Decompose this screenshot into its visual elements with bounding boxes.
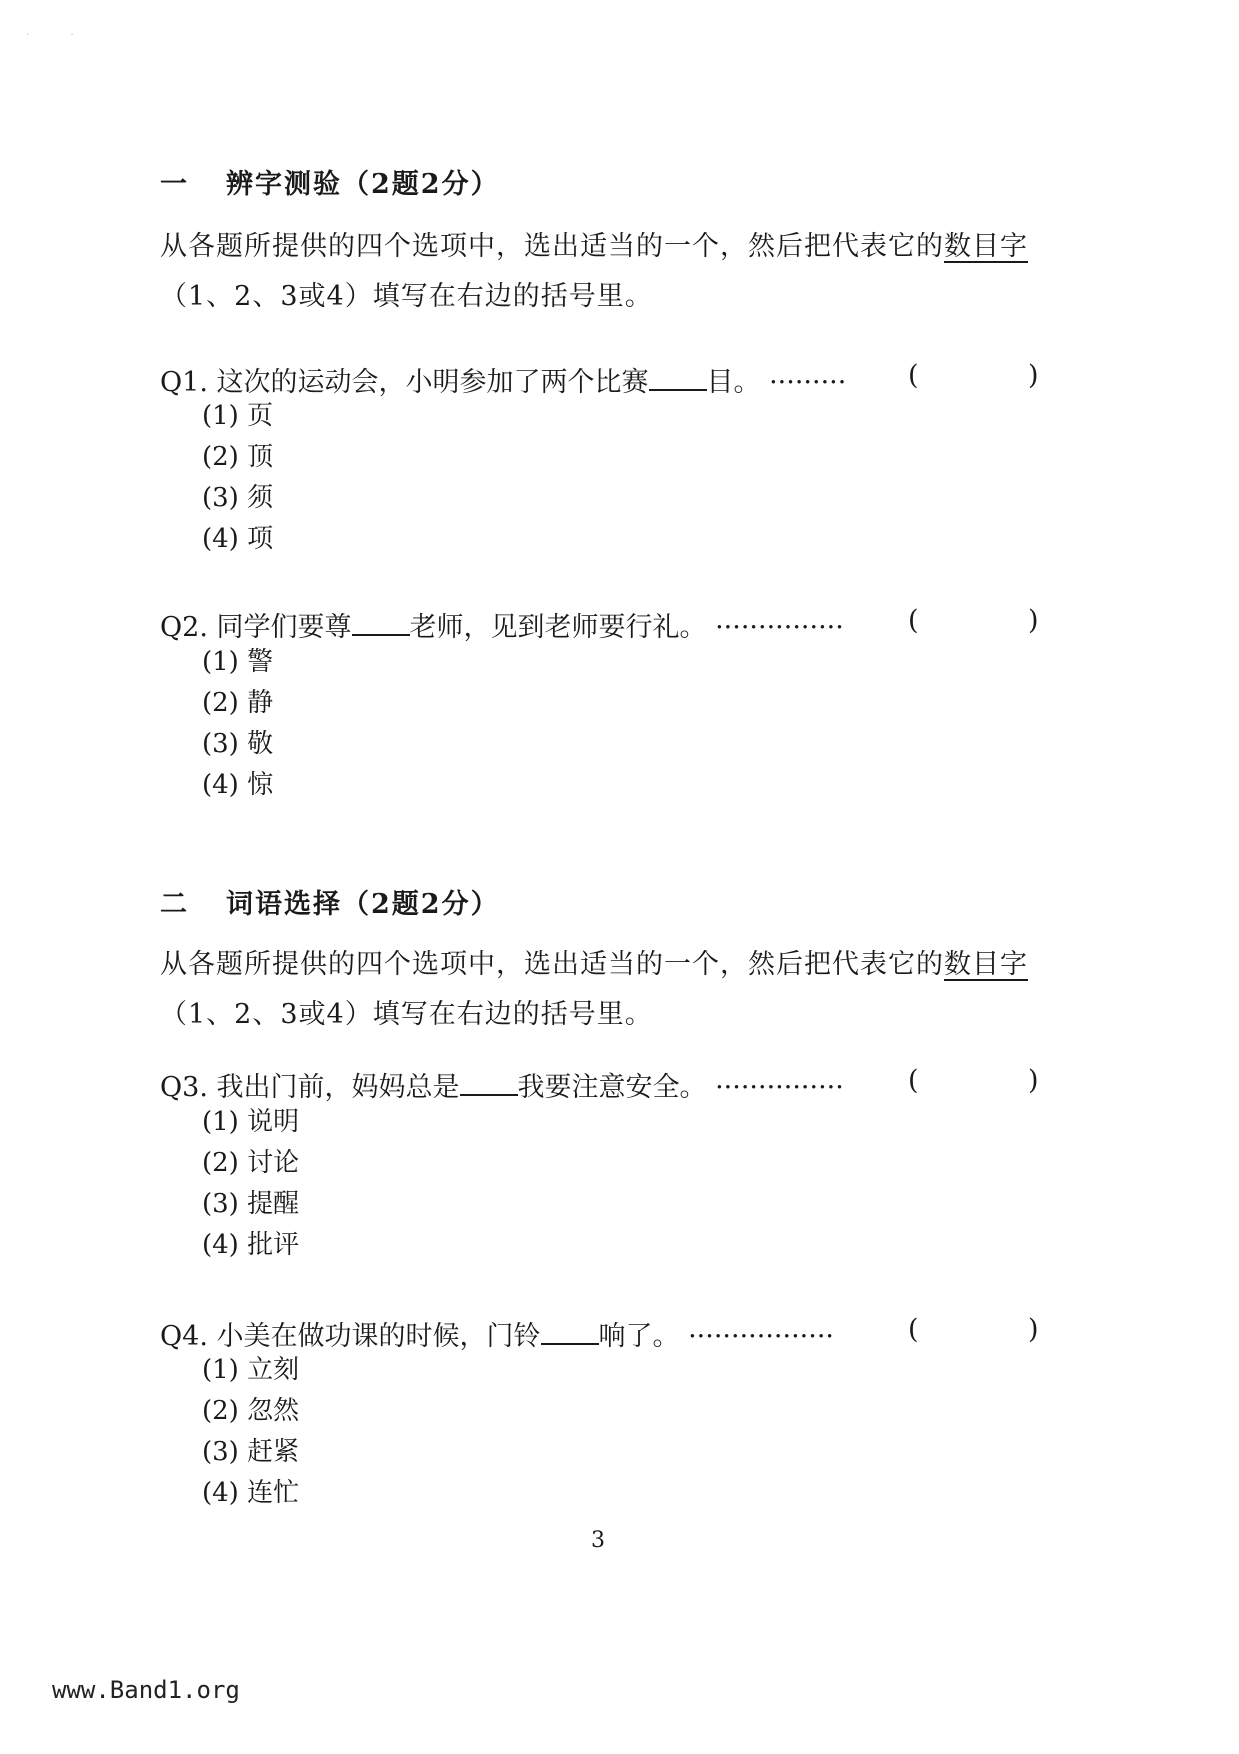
question-1-options xyxy=(202,396,273,560)
section-2-title xyxy=(160,882,500,921)
section-1-title xyxy=(160,162,500,201)
option-1: (1) 立刻 xyxy=(202,1355,300,1385)
answer-blank xyxy=(460,1074,518,1096)
answer-bracket-open: ( xyxy=(908,605,919,636)
answer-bracket-open: ( xyxy=(908,1314,919,1345)
question-label: Q1. xyxy=(160,367,208,398)
section-1-number: 一 xyxy=(160,169,189,200)
question-label: Q3. xyxy=(160,1072,208,1103)
option-4: (4) 批评 xyxy=(202,1230,300,1260)
option-4: (4) 项 xyxy=(202,524,274,554)
option-1: (1) 页 xyxy=(202,401,274,431)
section-1-instruction xyxy=(160,222,1095,322)
question-label: Q4. xyxy=(160,1321,208,1352)
question-text-before: 我出门前，妈妈总是 xyxy=(216,1072,460,1103)
answer-bracket-open: ( xyxy=(908,360,919,391)
instruction-text-2: （1、2、3或4）填写在右边的括号里。 xyxy=(160,281,653,312)
question-text-after: 响了。 xyxy=(598,1321,680,1352)
option-4: (4) 惊 xyxy=(202,770,274,800)
option-3: (3) 提醒 xyxy=(202,1189,300,1219)
option-2: (2) 忽然 xyxy=(202,1396,300,1426)
answer-bracket-open: ( xyxy=(908,1065,919,1096)
option-2: (2) 顶 xyxy=(202,442,274,472)
option-2: (2) 静 xyxy=(202,688,274,718)
answer-blank xyxy=(541,1323,599,1345)
instruction-text: 从各题所提供的四个选项中，选出适当的一个，然后把代表它的 xyxy=(160,949,944,980)
question-text-before: 小美在做功课的时候，门铃 xyxy=(216,1321,541,1352)
answer-blank xyxy=(352,614,410,636)
instruction-text-2: （1、2、3或4）填写在右边的括号里。 xyxy=(160,999,653,1030)
answer-bracket-close: ) xyxy=(1028,1314,1039,1345)
option-4: (4) 连忙 xyxy=(202,1478,300,1508)
question-3 xyxy=(160,1065,1040,1104)
question-1 xyxy=(160,360,1040,399)
question-text-after: 我要注意安全。 xyxy=(517,1072,707,1103)
question-text-before: 同学们要尊 xyxy=(216,612,352,643)
question-text-before: 这次的运动会，小明参加了两个比赛 xyxy=(216,367,649,398)
answer-bracket-close: ) xyxy=(1028,1065,1039,1096)
option-1: (1) 警 xyxy=(202,647,274,677)
leader-dots: ··············· xyxy=(715,612,844,643)
answer-bracket-close: ) xyxy=(1028,360,1039,391)
question-4-options xyxy=(202,1350,299,1514)
answer-bracket-close: ) xyxy=(1028,605,1039,636)
section-2-heading: 词语选择（2题2分） xyxy=(226,889,500,920)
instruction-underlined: 数目字 xyxy=(944,231,1028,262)
option-1: (1) 说明 xyxy=(202,1107,300,1137)
question-label: Q2. xyxy=(160,612,208,643)
section-2-number: 二 xyxy=(160,889,189,920)
watermark: www.Band1.org xyxy=(52,1676,240,1704)
instruction-underlined: 数目字 xyxy=(944,949,1028,980)
option-3: (3) 敬 xyxy=(202,729,274,759)
page-number: 3 xyxy=(591,1528,605,1553)
option-3: (3) 须 xyxy=(202,483,274,513)
option-3: (3) 赶紧 xyxy=(202,1437,300,1467)
section-2-instruction xyxy=(160,940,1095,1040)
section-1-heading: 辨字测验（2题2分） xyxy=(226,169,500,200)
question-text-after: 目。 xyxy=(706,367,761,398)
leader-dots: ··············· xyxy=(715,1072,844,1103)
scan-specks: · · xyxy=(26,30,74,41)
question-2 xyxy=(160,605,1040,644)
leader-dots: ················· xyxy=(688,1321,834,1352)
leader-dots: ········· xyxy=(769,367,847,398)
question-2-options xyxy=(202,642,273,806)
instruction-text: 从各题所提供的四个选项中，选出适当的一个，然后把代表它的 xyxy=(160,231,944,262)
question-text-after: 老师，见到老师要行礼。 xyxy=(409,612,707,643)
option-2: (2) 讨论 xyxy=(202,1148,300,1178)
question-4 xyxy=(160,1314,1040,1353)
answer-blank xyxy=(649,369,707,391)
question-3-options xyxy=(202,1102,299,1266)
